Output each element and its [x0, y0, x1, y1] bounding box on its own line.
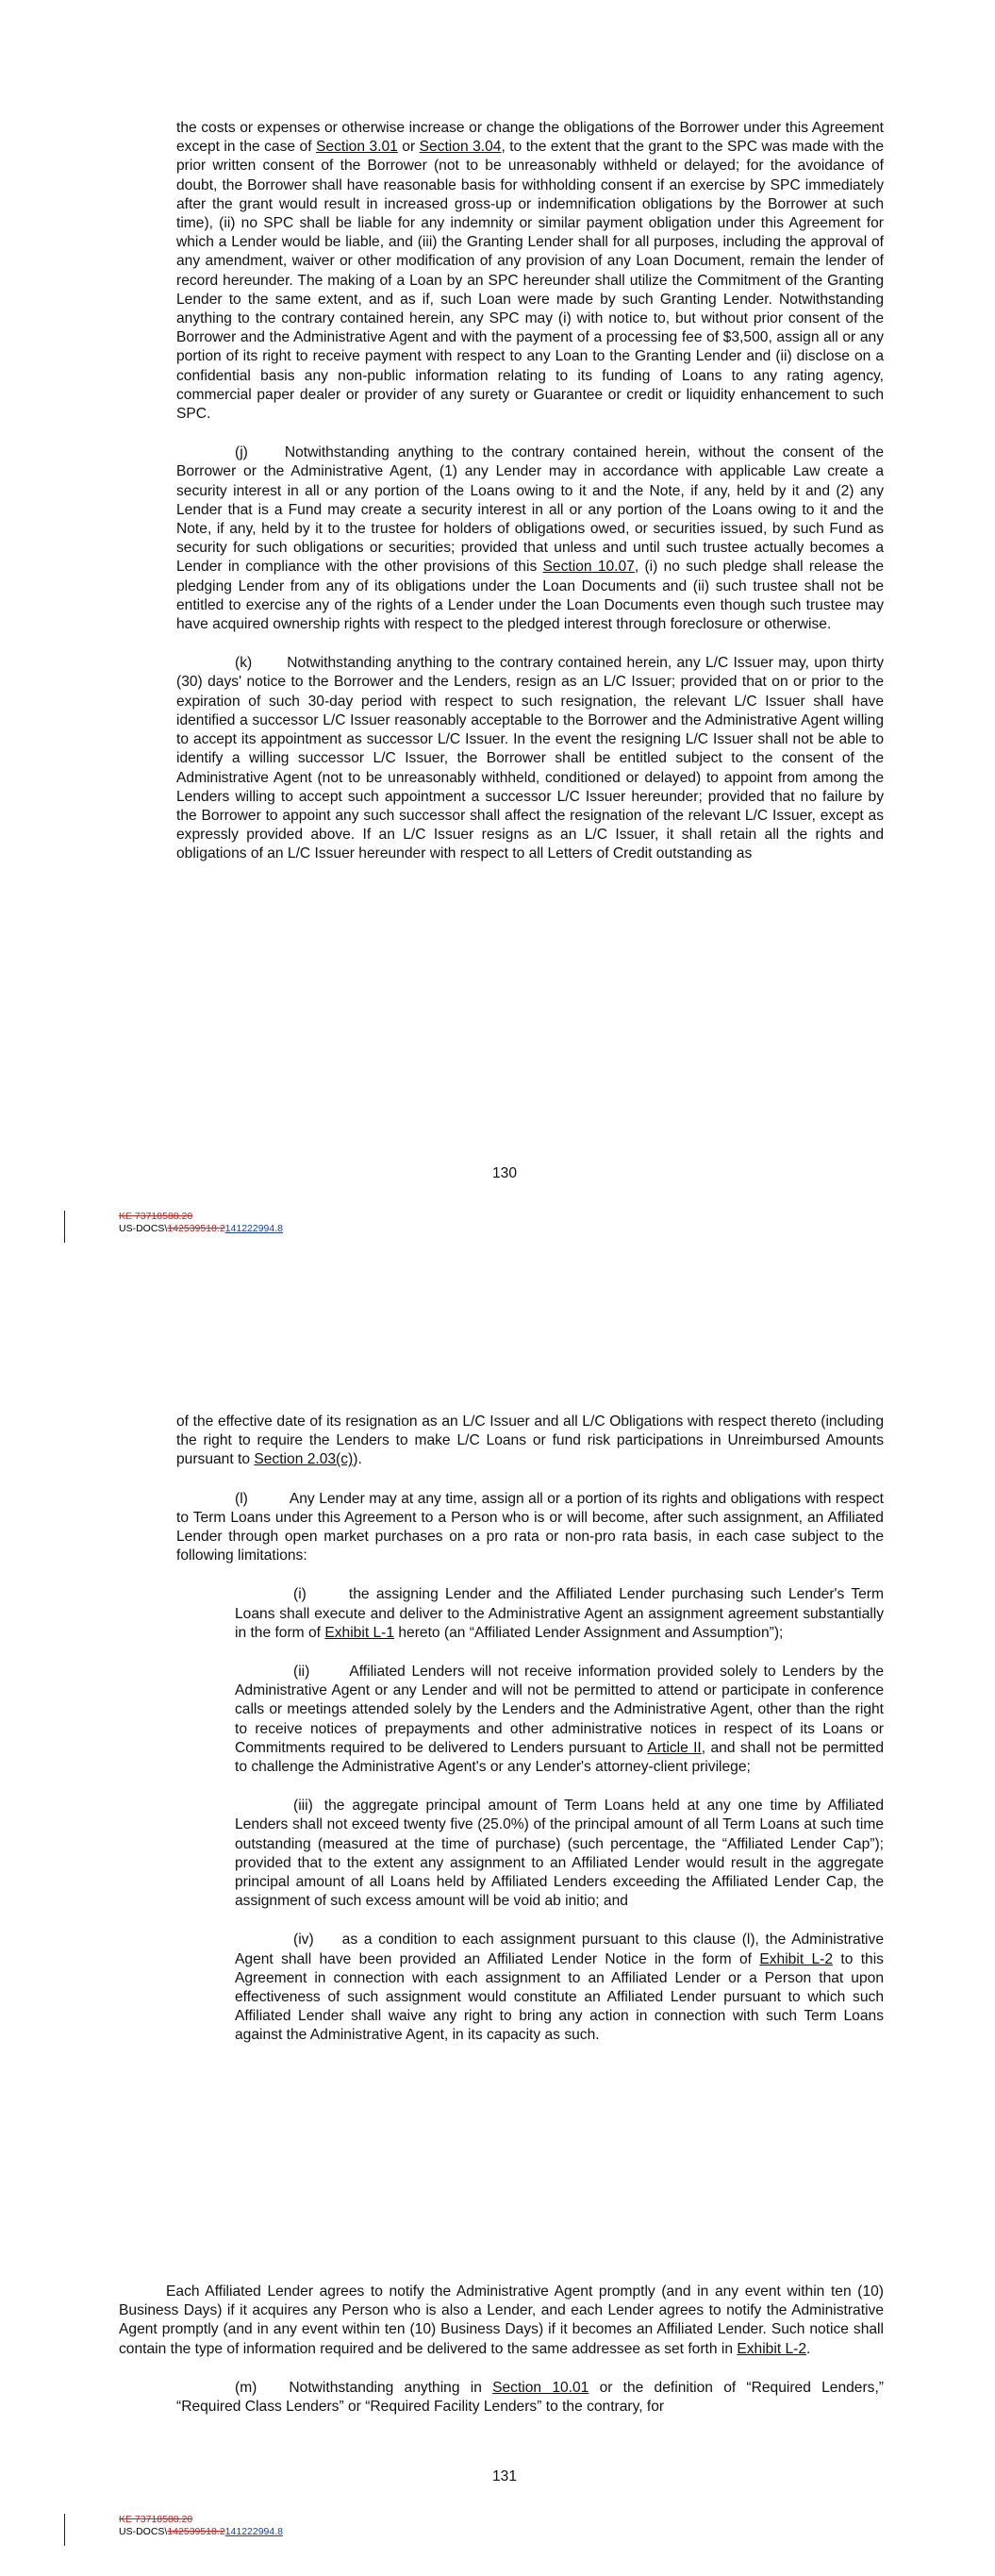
- paragraph-l: (l) Any Lender may at any time, assign all or a portion of its rights and obligations with respect to Term Loans under this Agreement to a Person who is or will become, after such assignment, an Affiliated Lender through open market purchases on a pro rata or non-pro rata basis, in each case subject to the following limitations:: [176, 1490, 884, 1564]
- document-footer-1: [119, 1211, 283, 1235]
- exhibit-l-2-link[interactable]: Exhibit L-2: [759, 1950, 834, 1967]
- exhibit-l-1-link[interactable]: Exhibit L-1: [324, 1624, 395, 1641]
- affiliated-lender-notice-paragraph: Each Affiliated Lender agrees to notify the Administrative Agent promptly (and in any event within ten (10) Business Days) if it acquires any Person who is also a Lender, and each Lender agrees to notify the Administrative Agent promptly (and in any event within ten (10) Business Days) if it becomes an Affiliated Lender. Such notice shall contain the type of information required and be delivered to the same addressee as set forth in Exhibit L-2.: [119, 2283, 884, 2357]
- section-10-07-link[interactable]: Section 10.07: [542, 559, 635, 576]
- page-number-130: 130: [491, 1165, 518, 1181]
- section-3-04-link[interactable]: Section 3.04: [419, 139, 502, 156]
- page-130-body: [176, 119, 884, 864]
- subclause-iv: (iv) as a condition to each assignment pursuant to this clause (l), the Administrative Agent shall have been provided an Affiliated Lender Notice in the form of Exhibit L-2 to this Agreement in connection with each assignment to an Affiliated Lender or a Person that upon effectiveness of such assignment would constitute an Affiliated Lender pursuant to which such Affiliated Lender shall waive any right to bring any action in connection with such Term Loans against the Administrative Agent, in its capacity as such.: [235, 1932, 884, 2044]
- subclause-ii: (ii) Affiliated Lenders will not receive information provided solely to Lenders by the Administrative Agent or any Lender and will not be permitted to attend or participate in conference calls or meetings attended solely by the Lenders and the Administrative Agent, other than the right to receive notices of prepayments and other administrative notices in respect of its Loans or Commitments required to be delivered to Lenders pursuant to Article II, and shall not be permitted to challenge the Administrative Agent's or any Lender's attorney-client privilege;: [235, 1664, 885, 1776]
- section-3-01-link[interactable]: Section 3.01: [316, 139, 398, 156]
- footer-doc-id-2: US-DOCS\142539518.2141222994.8: [119, 2526, 283, 2537]
- subclause-iii-label: (iii): [293, 1798, 313, 1815]
- paragraph-i-continuation: the costs or expenses or otherwise increase or change the obligations of the Borrower under this Agreement except in the case of Section 3.01 or Section 3.04, to the extent that the grant to the SPC was made with the prior written consent of the Borrower (not to be unreasonably withheld or delayed; for the avoidance of doubt, the Borrower shall have reasonable basis for withholding consent if an exercise by SPC immediately after the grant would result in increased gross-up or indemnification obligations by the Borrower at such time), (ii) no SPC shall be liable for any indemnity or similar payment obligation under this Agreement for which a Lender would be liable, and (iii) the Granting Lender shall for all purposes, including the approval of any amendment, waiver or other modification of any provision of any Loan Document, remain the lender of record hereunder. The making of a Loan by an SPC hereunder shall utilize the Commitment of the Granting Lender to the same extent, and as if, such Loan were made by such Granting Lender. Notwithstanding anything to the contrary contained herein, any SPC may (i) with notice to, but without prior consent of the Borrower and the Administrative Agent and with the payment of a processing fee of $3,500, assign all or any portion of its right to receive payment with respect to any Loan to the Granting Lender and (ii) disclose on a confidential basis any non-public information relating to its funding of Loans to any rating agency, commercial paper dealer or provider of any surety or Guarantee or credit or liquidity enhancement to such SPC.: [176, 120, 884, 423]
- page-131-body-wide: [119, 2283, 884, 2417]
- page-131-body: [176, 1413, 884, 2046]
- exhibit-l-2-link-2[interactable]: Exhibit L-2: [737, 2340, 807, 2357]
- paragraph-l-label: (l): [235, 1490, 248, 1507]
- footer-old-doc-id-2: KE 73718588.20: [119, 2514, 193, 2525]
- paragraph-k: (k) Notwithstanding anything to the contrary contained herein, any L/C Issuer may, upon thirty (30) days' notice to the Borrower and the Lenders, resign as an L/C Issuer; provided that on or prior to the expiration of such 30-day period with respect to such resignation, the relevant L/C Issuer shall have identified a successor L/C Issuer reasonably acceptable to the Borrower and the Administrative Agent willing to accept its appointment as successor L/C Issuer. In the event the resigning L/C Issuer shall not be able to identify a willing successor L/C Issuer, the Borrower shall be entitled subject to the consent of the Administrative Agent (not to be unreasonably withheld, conditioned or delayed) to appoint from among the Lenders willing to accept such appointment a successor L/C Issuer hereunder; provided that no failure by the Borrower to appoint any such successor shall affect the resignation of the relevant L/C Issuer, except as expressly provided above. If an L/C Issuer resigns as an L/C Issuer, it shall retain all the rights and obligations of an L/C Issuer hereunder with respect to all Letters of Credit outstanding as: [176, 655, 884, 862]
- subclause-iii: (iii) the aggregate principal amount of Term Loans held at any one time by Affiliated Lenders shall not exceed twenty five (25.0%) of the principal amount of all Term Loans at such time outstanding (measured at the time of purchase) (such percentage, the “Affiliated Lender Cap”); provided that to the extent any assignment to an Affiliated Lender would result in the aggregate principal amount of all Loans held by Affiliated Lenders exceeding the Affiliated Lender Cap, the assignment of such excess amount will be void ab initio; and: [235, 1798, 884, 1910]
- subclause-i-label: (i): [293, 1586, 307, 1603]
- footer-old-doc-id: KE 73718588.20: [119, 1211, 193, 1222]
- change-bar: [64, 1211, 65, 1243]
- paragraph-j-label: (j): [235, 444, 248, 461]
- article-ii-link[interactable]: Article II: [647, 1739, 702, 1756]
- paragraph-k-label: (k): [235, 655, 253, 672]
- subclause-iv-label: (iv): [293, 1932, 314, 1949]
- section-2-03c-link[interactable]: Section 2.03(c): [254, 1451, 354, 1468]
- paragraph-j: (j) Notwithstanding anything to the contrary contained herein, without the consent of the Borrower or the Administrative Agent, (1) any Lender may in accordance with applicable Law create a security interest in all or any portion of the Loans owing to it and the Note, if any, held by it and (2) any Lender that is a Fund may create a security interest in all or any portion of the Loans owing to it and the Note, if any, held by it to the trustee for holders of obligations owed, or securities issued, by such Fund as security for such obligations or securities; provided that unless and until such trustee actually becomes a Lender in compliance with the other provisions of this Section 10.07, (i) no such pledge shall release the pledging Lender from any of its obligations under the Loan Documents and (ii) such trustee shall not be entitled to exercise any of the rights of a Lender under the Loan Documents even though such trustee may have acquired ownership rights with respect to the pledged interest through foreclosure or otherwise.: [176, 444, 885, 633]
- page-number-131: 131: [491, 2468, 518, 2484]
- subclause-i: (i) the assigning Lender and the Affiliated Lender purchasing such Lender's Term Loans shall execute and deliver to the Administrative Agent an assignment agreement substantially in the form of Exhibit L-1 hereto (an “Affiliated Lender Assignment and Assumption”);: [235, 1586, 884, 1641]
- section-10-01-link[interactable]: Section 10.01: [492, 2379, 589, 2396]
- paragraph-m: (m) Notwithstanding anything in Section 10.01 or the definition of “Required Lenders,” “Required Class Lenders” or “Required Facility Lenders” to the contrary, for: [176, 2379, 884, 2416]
- change-bar-2: [64, 2514, 65, 2546]
- document-footer-2: [119, 2514, 283, 2538]
- paragraph-m-label: (m): [235, 2379, 257, 2396]
- paragraph-k-continuation: of the effective date of its resignation as an L/C Issuer and all L/C Obligations with respect thereto (including the right to require the Lenders to make L/C Loans or fund risk participations in Unreimbursed Amounts pursuant to Section 2.03(c)).: [176, 1413, 884, 1468]
- subclause-ii-label: (ii): [293, 1664, 310, 1681]
- footer-doc-id: US-DOCS\142539518.2141222994.8: [119, 1223, 283, 1234]
